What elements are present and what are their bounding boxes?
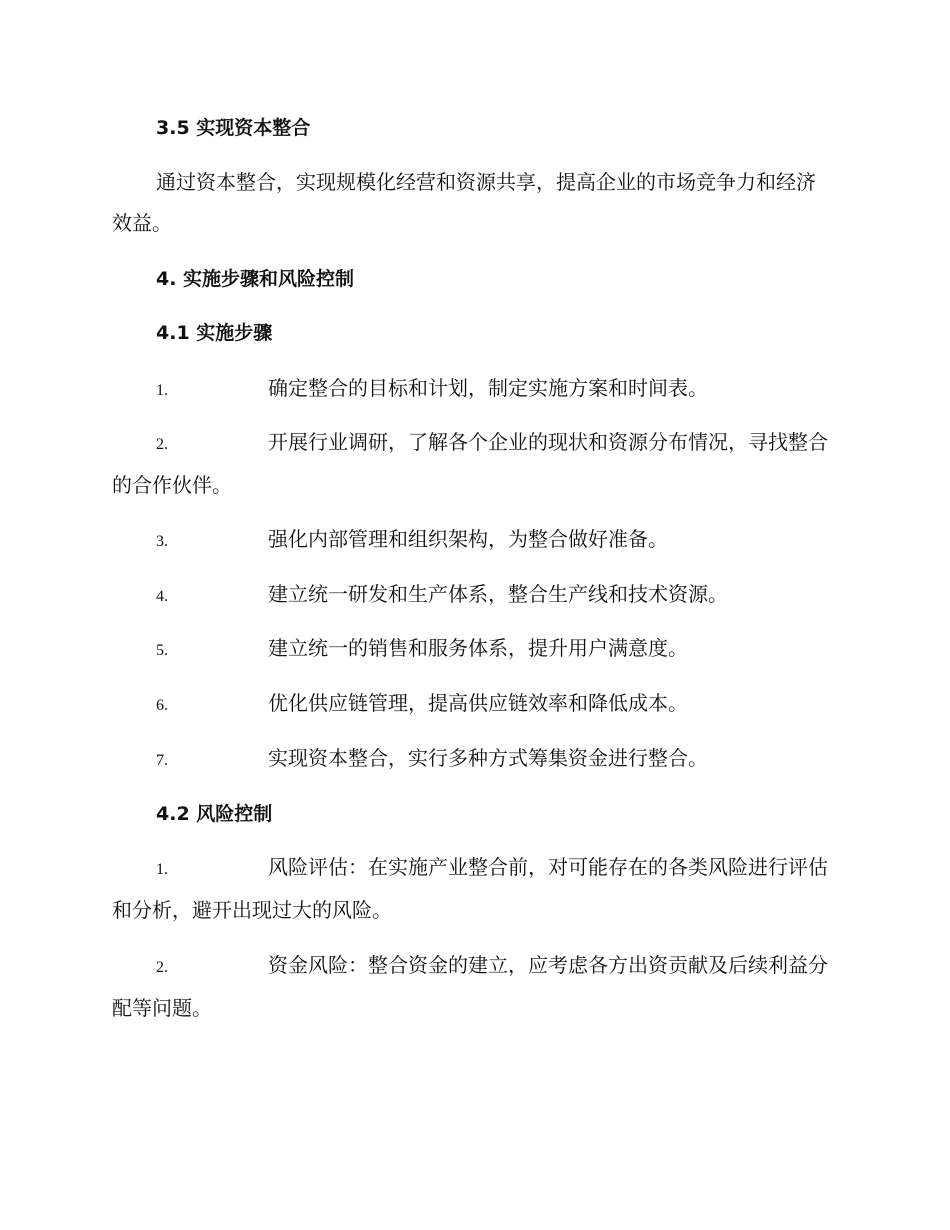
section-paragraph-3-5: 通过资本整合，实现规模化经营和资源共享，提高企业的市场竞争力和经济效益。 bbox=[112, 170, 816, 235]
list-item-text: 资金风险：整合资金的建立，应考虑各方出资贡献及后续利益分配等问题。 bbox=[112, 953, 828, 1020]
list-item bbox=[112, 738, 832, 781]
list-item-text: 强化内部管理和组织架构，为整合做好准备。 bbox=[268, 527, 668, 551]
list-item-text: 风险评估：在实施产业整合前，对可能存在的各类风险进行评估和分析，避开出现过大的风险。 bbox=[112, 855, 828, 922]
list-item-text: 优化供应链管理，提高供应链效率和降低成本。 bbox=[268, 691, 688, 715]
list-item bbox=[112, 945, 832, 1029]
list-item-number: 2. bbox=[156, 436, 168, 453]
list-item bbox=[112, 683, 832, 726]
list-item-text: 确定整合的目标和计划，制定实施方案和时间表。 bbox=[268, 376, 708, 400]
section-heading-4: 4. 实施步骤和风险控制 bbox=[156, 268, 355, 290]
list-item-text: 实现资本整合，实行多种方式筹集资金进行整合。 bbox=[268, 746, 708, 770]
list-item-number: 1. bbox=[156, 861, 168, 878]
list-item bbox=[112, 574, 832, 617]
list-item-number: 3. bbox=[156, 533, 168, 550]
section-heading-3-5: 3.5 实现资本整合 bbox=[156, 117, 311, 139]
list-item bbox=[112, 519, 832, 562]
list-item-text: 建立统一的销售和服务体系，提升用户满意度。 bbox=[268, 636, 688, 660]
list-item-number: 7. bbox=[156, 752, 168, 769]
list-item bbox=[112, 368, 832, 411]
section-heading-4-1: 4.1 实施步骤 bbox=[156, 322, 273, 344]
list-item-number: 1. bbox=[156, 382, 168, 399]
list-item bbox=[112, 847, 832, 931]
list-item bbox=[112, 628, 832, 671]
list-item-text: 建立统一研发和生产体系，整合生产线和技术资源。 bbox=[268, 582, 728, 606]
list-item-number: 2. bbox=[156, 959, 168, 976]
list-item-number: 6. bbox=[156, 697, 168, 714]
list-item bbox=[112, 422, 832, 506]
list-item-number: 5. bbox=[156, 642, 168, 659]
list-item-text: 开展行业调研，了解各个企业的现状和资源分布情况，寻找整合的合作伙伴。 bbox=[112, 430, 828, 497]
section-heading-4-2: 4.2 风险控制 bbox=[156, 803, 273, 825]
list-item-number: 4. bbox=[156, 588, 168, 605]
